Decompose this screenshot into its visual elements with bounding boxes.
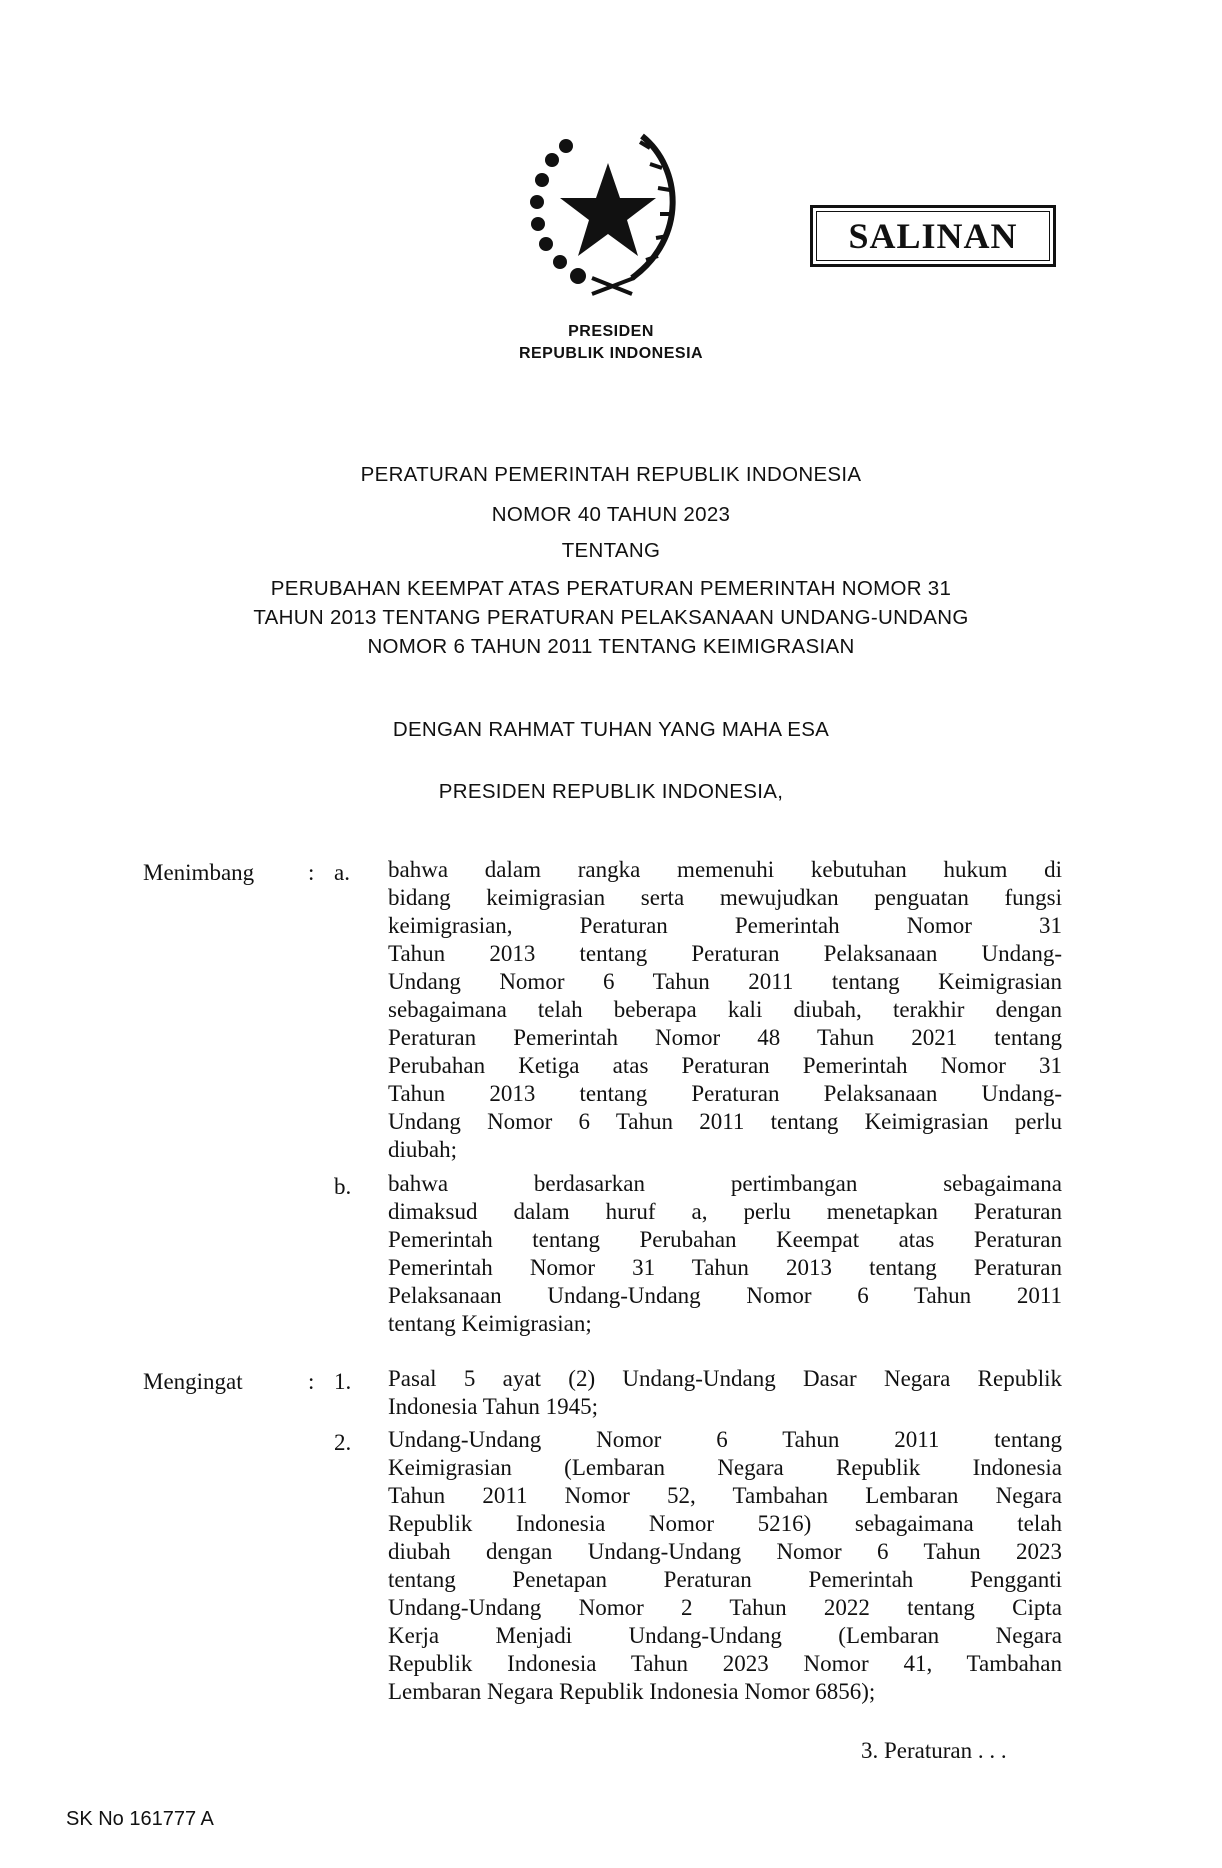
text-line: diubah; (388, 1137, 457, 1162)
menimbang-item-a (388, 856, 1062, 1164)
item-marker: 1. (334, 1369, 352, 1394)
mengingat-item-1 (388, 1365, 1062, 1421)
text-line: sebagaimana telah beberapa kali diubah, terakhir dengan (388, 997, 1062, 1022)
colon: : (308, 1369, 315, 1394)
regulation-type: PERATURAN PEMERINTAH REPUBLIK INDONESIA (360, 463, 862, 486)
item-marker: b. (334, 1174, 352, 1199)
text-line: Undang-Undang Nomor 6 Tahun 2011 tentang (388, 1427, 1062, 1452)
text-line: Lembaran Negara Republik Indonesia Nomor 6856); (388, 1679, 876, 1704)
salinan-stamp (810, 205, 1056, 267)
mengingat-label: Mengingat (143, 1369, 243, 1394)
text-line: Kerja Menjadi Undang-Undang (Lembaran Negara (388, 1623, 1062, 1648)
text-line: Pasal 5 ayat (2) Undang-Undang Dasar Negara Republik (388, 1366, 1062, 1391)
text-line: Republik Indonesia Nomor 5216) sebagaimana telah (388, 1511, 1062, 1536)
stamp-text: SALINAN (848, 216, 1018, 256)
text-line: keimigrasian, Peraturan Pemerintah Nomor 31 (388, 913, 1062, 938)
text-line: bidang keimigrasian serta mewujudkan penguatan fungsi (388, 885, 1062, 910)
text-line: tentang Penetapan Peraturan Pemerintah Pengganti (388, 1567, 1062, 1592)
text-line: Pelaksanaan Undang-Undang Nomor 6 Tahun 2011 (388, 1283, 1062, 1308)
text-line: Indonesia Tahun 1945; (388, 1394, 599, 1419)
subject-line: PERUBAHAN KEEMPAT ATAS PERATURAN PEMERINTAH NOMOR 31 (270, 577, 952, 600)
text-line: Tahun 2011 Nomor 52, Tambahan Lembaran Negara (388, 1483, 1062, 1508)
text-line: bahwa dalam rangka memenuhi kebutuhan hukum di (388, 857, 1062, 882)
issuer: PRESIDEN REPUBLIK INDONESIA, (438, 780, 784, 803)
tentang-heading: TENTANG (561, 539, 661, 562)
regulation-number: NOMOR 40 TAHUN 2023 (491, 503, 731, 526)
text-line: Perubahan Ketiga atas Peraturan Pemerintah Nomor 31 (388, 1053, 1062, 1078)
text-line: Undang-Undang Nomor 2 Tahun 2022 tentang Cipta (388, 1595, 1062, 1620)
text-line: Republik Indonesia Tahun 2023 Nomor 41, Tambahan (388, 1651, 1062, 1676)
text-line: Pemerintah Nomor 31 Tahun 2013 tentang Peraturan (388, 1255, 1062, 1280)
invocation: DENGAN RAHMAT TUHAN YANG MAHA ESA (392, 718, 830, 741)
text-line: Keimigrasian (Lembaran Negara Republik Indonesia (388, 1455, 1062, 1480)
text-line: bahwa berdasarkan pertimbangan sebagaimana (388, 1171, 1062, 1196)
colon: : (308, 860, 315, 885)
mengingat-item-2 (388, 1426, 1062, 1706)
item-marker: a. (334, 860, 350, 885)
document-code: SK No 161777 A (66, 1808, 214, 1830)
text-line: Undang Nomor 6 Tahun 2011 tentang Keimigrasian (388, 969, 1062, 994)
presidential-star-emblem-icon (522, 128, 694, 296)
text-line: diubah dengan Undang-Undang Nomor 6 Tahun 2023 (388, 1539, 1062, 1564)
menimbang-label: Menimbang (143, 860, 255, 885)
text-line: Tahun 2013 tentang Peraturan Pelaksanaan Undang- (388, 941, 1062, 966)
text-line: dimaksud dalam huruf a, perlu menetapkan Peraturan (388, 1199, 1062, 1224)
item-marker: 2. (334, 1430, 352, 1455)
menimbang-item-b (388, 1170, 1062, 1338)
subject-line: TAHUN 2013 TENTANG PERATURAN PELAKSANAAN UNDANG-UNDANG (253, 606, 969, 629)
text-line: Tahun 2013 tentang Peraturan Pelaksanaan Undang- (388, 1081, 1062, 1106)
subject-line: NOMOR 6 TAHUN 2011 TENTANG KEIMIGRASIAN (367, 635, 855, 658)
text-line: Pemerintah tentang Perubahan Keempat atas Peraturan (388, 1227, 1062, 1252)
office-line-1: PRESIDEN (568, 323, 654, 340)
text-line: Peraturan Pemerintah Nomor 48 Tahun 2021 tentang (388, 1025, 1062, 1050)
continuation-note: 3. Peraturan . . . (861, 1738, 1007, 1763)
office-line-2: REPUBLIK INDONESIA (518, 345, 704, 362)
text-line: Undang Nomor 6 Tahun 2011 tentang Keimigrasian perlu (388, 1109, 1062, 1134)
text-line: tentang Keimigrasian; (388, 1311, 592, 1336)
